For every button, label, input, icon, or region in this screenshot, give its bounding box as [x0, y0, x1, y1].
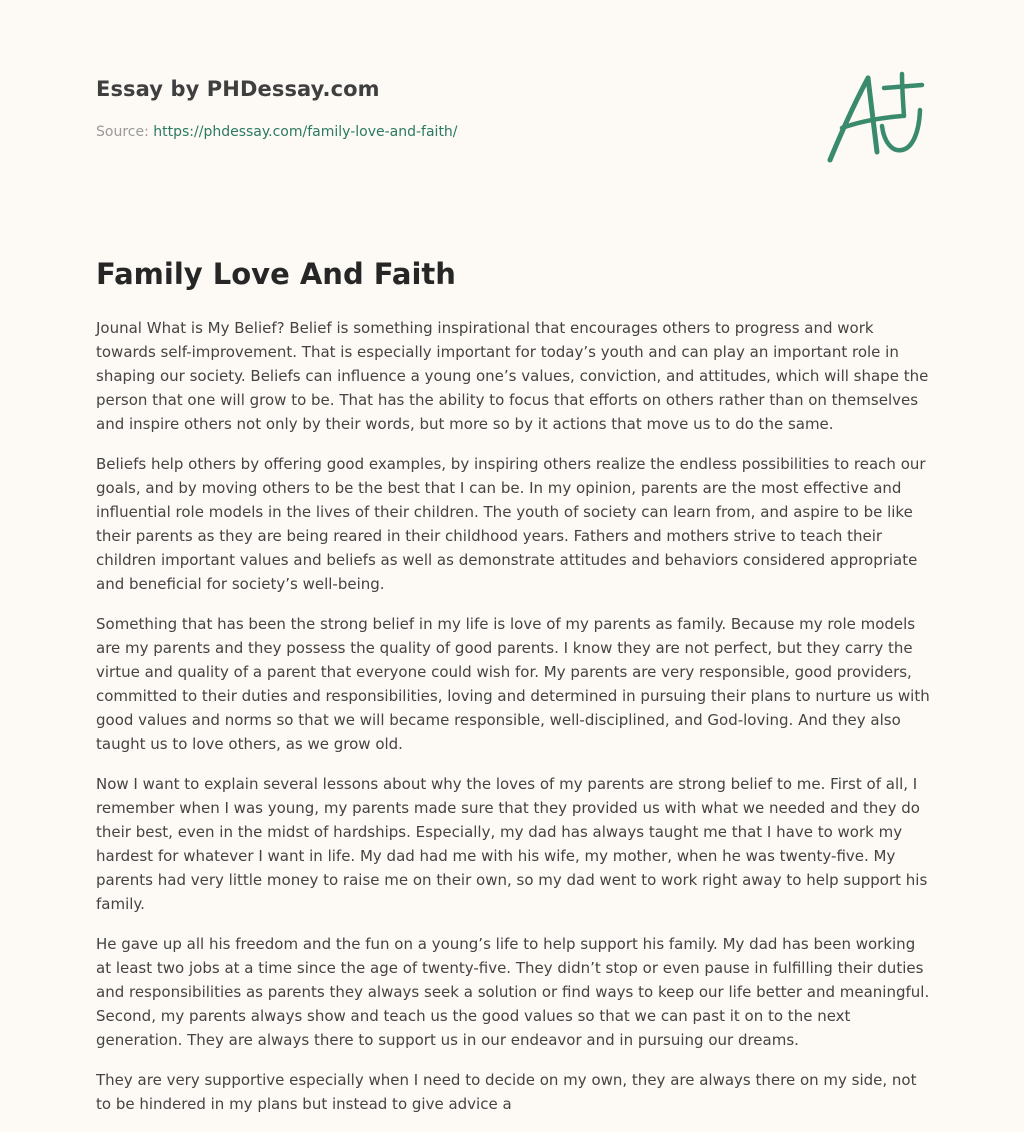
- essay-paragraph: They are very supportive especially when I need to decide on my own, they are always there on my side, not to be hindered in my plans but instead to give advice a: [96, 1071, 917, 1113]
- essay-title: Family Love And Faith: [96, 257, 456, 291]
- essay-paragraph: He gave up all his freedom and the fun on a young’s life to help support his family. My dad has been working at least two jobs at a time since the age of twenty-five. They didn’t stop or even pause in fulfilling their duties and responsibilities as parents they always seek a solution or find ways to keep our life better and meaningful. Second, my parents always show and teach us the good values so that we can past it on to the next generation. They are always there to support us in our endeavor and in pursuing our dreams.: [96, 935, 930, 1049]
- essay-paragraph: Something that has been the strong belief in my life is love of my parents as family. Because my role models are my parents and they possess the quality of good parents. I know they are not perfect, but they carry the virtue and quality of a parent that everyone could wish for. My parents are very responsible, good providers, committed to their duties and responsibilities, loving and determined in pursuing their plans to nurture us with good values and norms so that we will became responsible, well-disciplined, and God-loving. And they also taught us to love others, as we grow old.: [96, 615, 930, 753]
- source-link[interactable]: https://phdessay.com/family-love-and-faith/: [153, 124, 458, 140]
- a-plus-logo-icon: [822, 66, 932, 166]
- brand-title: Essay by PHDessay.com: [96, 77, 380, 101]
- essay-header: [96, 74, 796, 142]
- essay-paragraph: Beliefs help others by offering good examples, by inspiring others realize the endless possibilities to reach our goals, and by moving others to be the best that I can be. In my opinion, parents are the most effective and influential role models in the lives of their children. The youth of society can learn from, and aspire to be like their parents as they are being reared in their childhood years. Fathers and mothers strive to teach their children important values and beliefs as well as demonstrate attitudes and behaviors considered appropriate and beneficial for society’s well-being.: [96, 455, 926, 593]
- essay-paragraph: Now I want to explain several lessons about why the loves of my parents are strong belief to me. First of all, I remember when I was young, my parents made sure that they provided us with what we needed and they do their best, even in the midst of hardships. Especially, my dad has always taught me that I have to work my hardest for whatever I want in life. My dad had me with his wife, my mother, when he was twenty-five. My parents had very little money to raise me on their own, so my dad went to work right away to help support his family.: [96, 775, 928, 913]
- essay-paragraph: Jounal What is My Belief? Belief is something inspirational that encourages others to progress and work towards self-improvement. That is especially important for today’s youth and can play an important role in shaping our society. Beliefs can influence a young one’s values, conviction, and attitudes, which will shape the person that one will grow to be. That has the ability to focus that efforts on others rather than on themselves and inspire others not only by their words, but more so by it actions that move us to do the same.: [96, 319, 929, 433]
- essay-body: [96, 316, 930, 1132]
- source-label: Source:: [96, 124, 154, 140]
- source-line: [96, 122, 796, 142]
